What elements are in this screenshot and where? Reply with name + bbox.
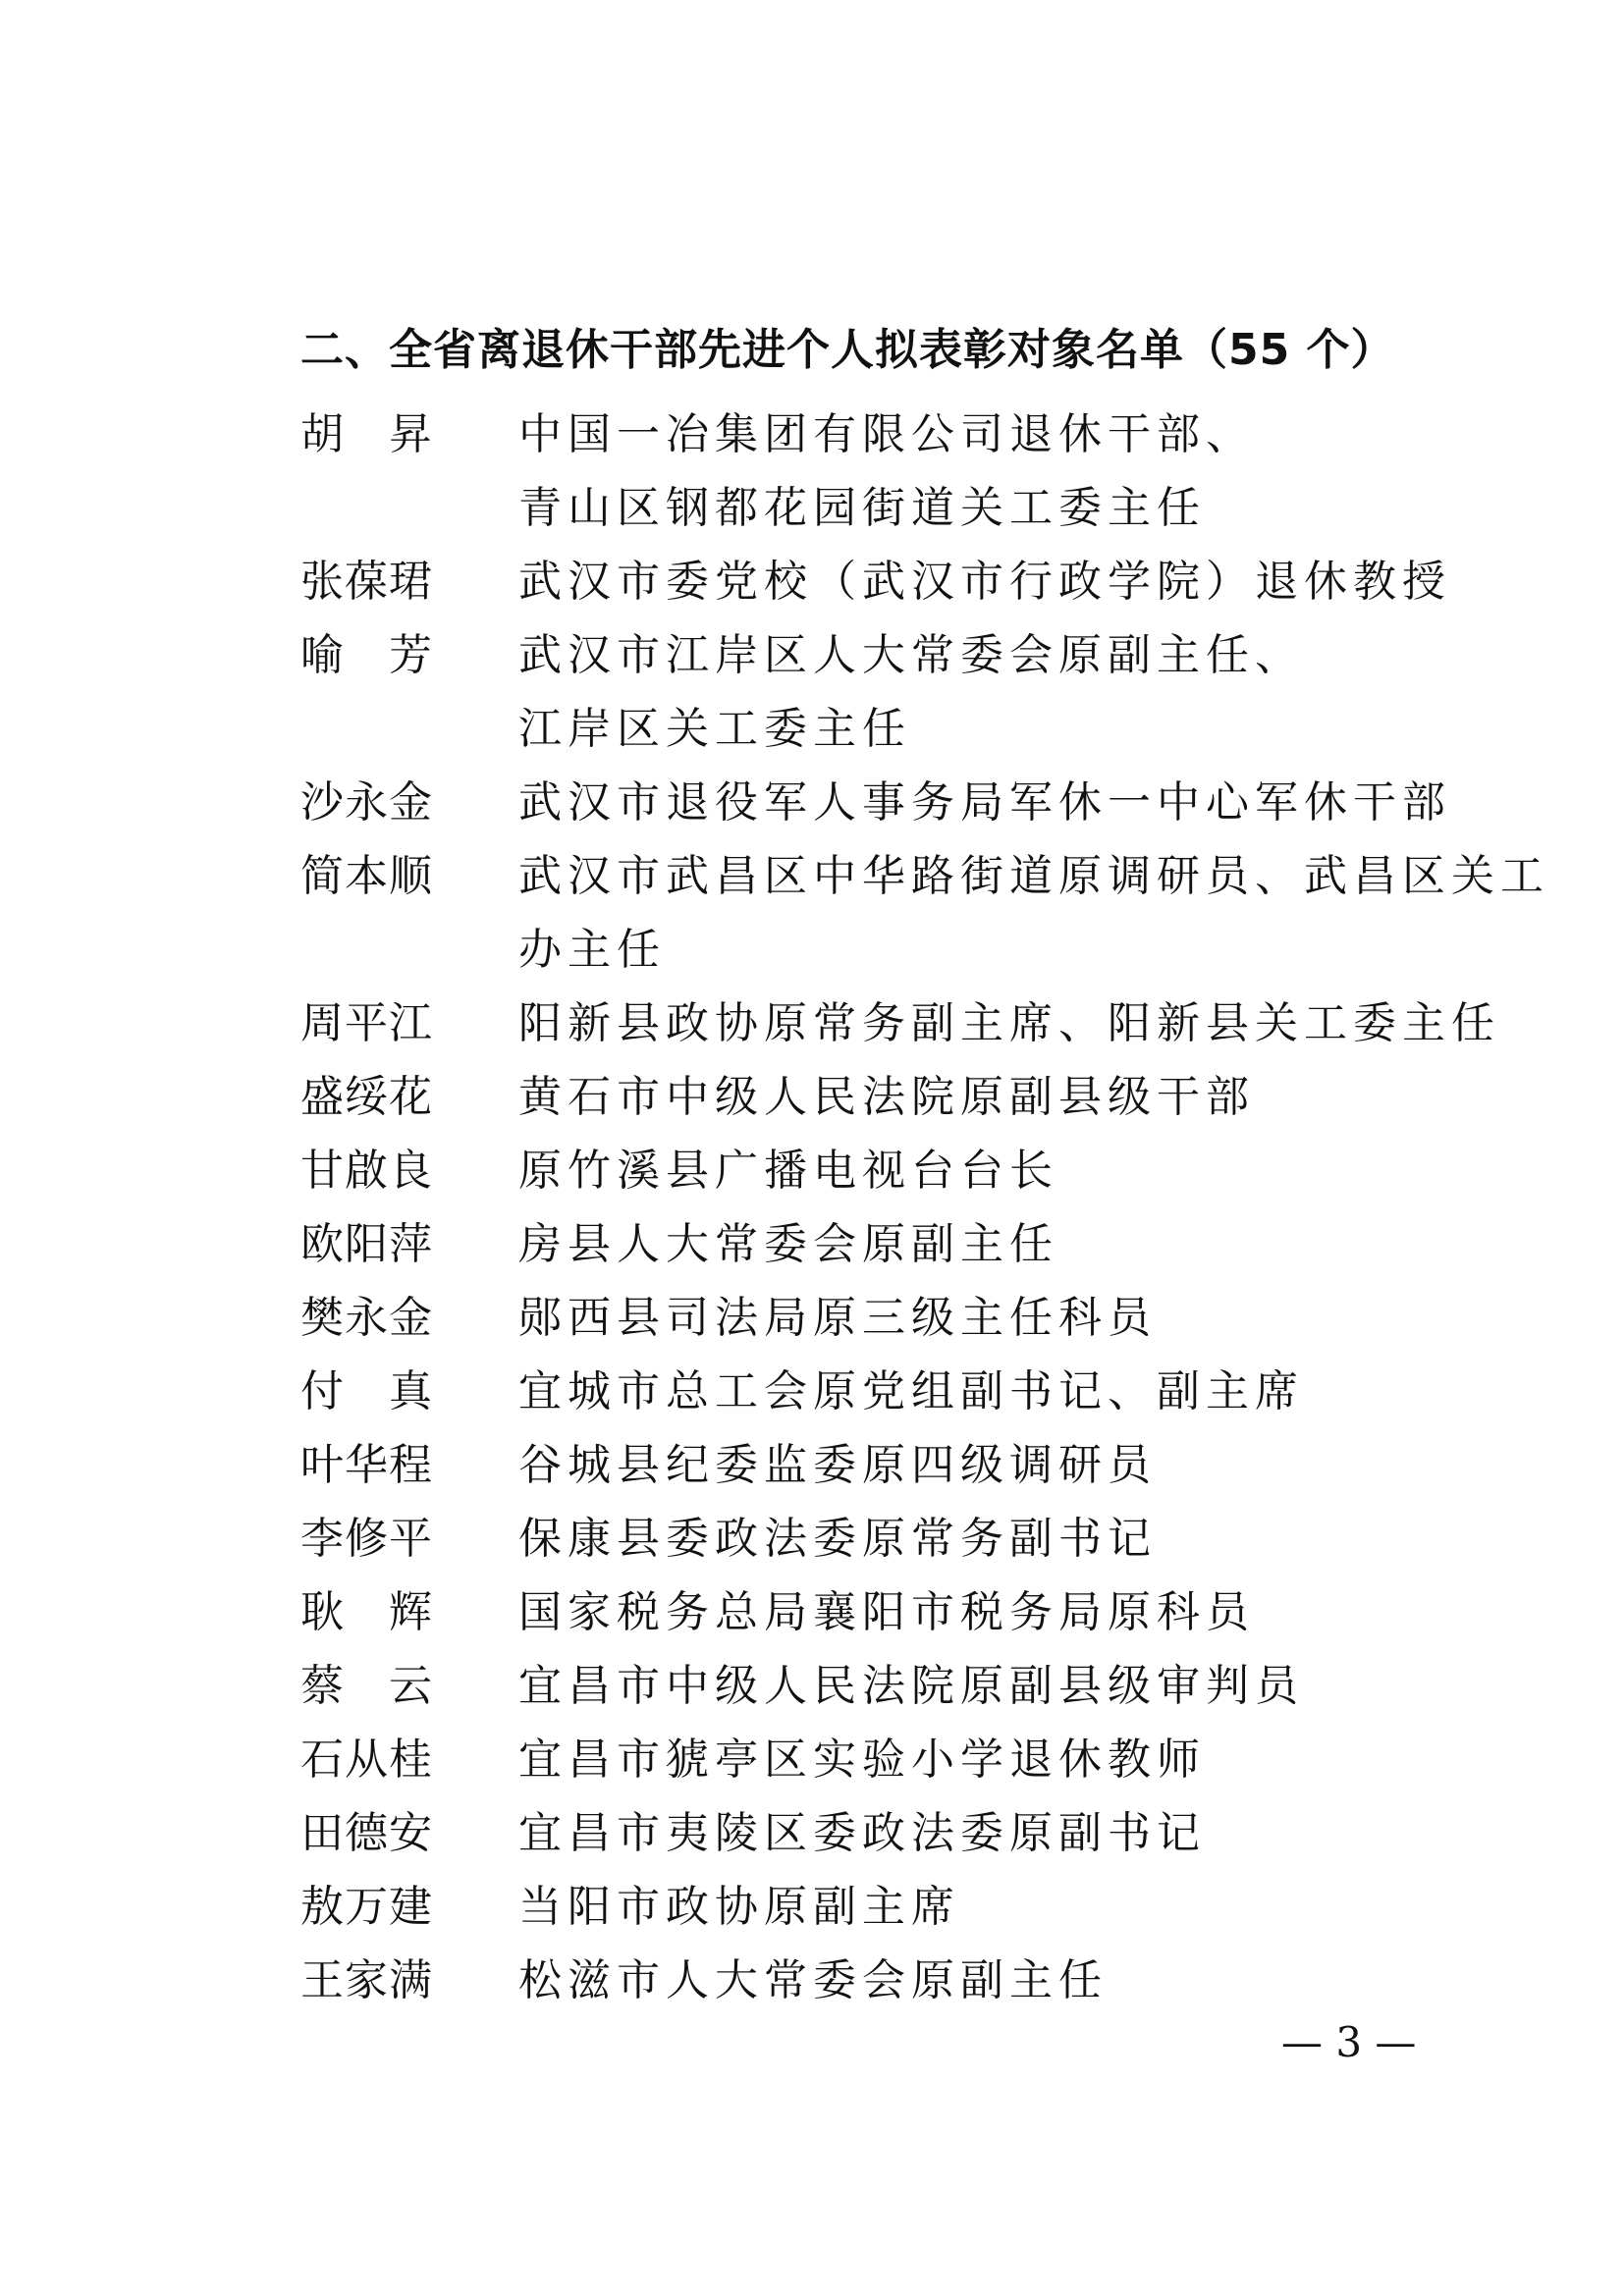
position-line: 办主任 xyxy=(518,925,666,975)
honoree-name: 周平江 xyxy=(300,998,433,1048)
position-line: 郧西县司法局原三级主任科员 xyxy=(518,1293,1157,1343)
honoree-name: 李修平 xyxy=(300,1514,433,1564)
honoree-name: 王家满 xyxy=(300,1955,433,2005)
position-line: 中国一冶集团有限公司退休干部、 xyxy=(518,409,1255,459)
list-item xyxy=(300,1870,1430,1944)
position-line: 松滋市人大常委会原副主任 xyxy=(518,1955,1108,2005)
position-line: 宜昌市猇亭区实验小学退休教师 xyxy=(518,1735,1206,1785)
honoree-name: 石从桂 xyxy=(300,1735,433,1785)
position-line: 房县人大常委会原副主任 xyxy=(518,1219,1058,1269)
list-item xyxy=(300,398,1430,545)
list-item xyxy=(300,1134,1430,1207)
list-item xyxy=(300,1355,1430,1428)
list-item xyxy=(300,1281,1430,1355)
list-item xyxy=(300,1575,1430,1649)
honoree-name: 盛绥花 xyxy=(300,1072,433,1122)
honoree-name: 蔡 云 xyxy=(300,1661,433,1711)
position-line: 谷城县纪委监委原四级调研员 xyxy=(518,1440,1157,1490)
list-item xyxy=(300,1649,1430,1723)
list-item xyxy=(300,1796,1430,1870)
honoree-name: 付 真 xyxy=(300,1366,433,1416)
position-line: 当阳市政协原副主席 xyxy=(518,1882,960,1932)
position-line: 宜城市总工会原党组副书记、副主席 xyxy=(518,1366,1304,1416)
honoree-position xyxy=(518,545,1451,618)
list-item xyxy=(300,545,1451,618)
honoree-name: 田德安 xyxy=(300,1808,433,1858)
list-item xyxy=(300,1944,1430,2017)
position-line: 国家税务总局襄阳市税务局原科员 xyxy=(518,1587,1255,1637)
honoree-position xyxy=(518,987,1500,1060)
list-item xyxy=(300,839,1549,987)
list-item xyxy=(300,618,1430,766)
position-line: 武汉市江岸区人大常委会原副主任、 xyxy=(518,630,1304,680)
honoree-position xyxy=(518,839,1549,987)
honoree-name: 敖万建 xyxy=(300,1882,433,1932)
position-line: 青山区钢都花园街道关工委主任 xyxy=(518,483,1206,533)
honoree-position xyxy=(518,1355,1430,1428)
position-line: 阳新县政协原常务副主席、阳新县关工委主任 xyxy=(518,998,1500,1048)
honoree-name: 简本顺 xyxy=(300,851,433,901)
position-line: 原竹溪县广播电视台台长 xyxy=(518,1146,1058,1196)
page-number: — 3 — xyxy=(1281,2018,1417,2066)
honoree-position xyxy=(518,1428,1430,1502)
position-line: 武汉市武昌区中华路街道原调研员、武昌区关工 xyxy=(518,851,1549,901)
honoree-position xyxy=(518,1649,1430,1723)
honoree-position xyxy=(518,1723,1430,1796)
position-line: 江岸区关工委主任 xyxy=(518,704,911,754)
honoree-position xyxy=(518,1134,1430,1207)
honoree-name: 叶华程 xyxy=(300,1440,433,1490)
section-heading: 二、全省离退休干部先进个人拟表彰对象名单（55 个） xyxy=(300,325,1395,375)
position-line: 保康县委政法委原常务副书记 xyxy=(518,1514,1157,1564)
list-item xyxy=(300,1428,1430,1502)
honoree-position xyxy=(518,766,1451,839)
honoree-position xyxy=(518,1870,1430,1944)
honoree-position xyxy=(518,1207,1430,1281)
honoree-name: 沙永金 xyxy=(300,777,433,828)
list-item xyxy=(300,1502,1430,1575)
honoree-name: 张葆珺 xyxy=(300,557,433,607)
honoree-name: 胡 昇 xyxy=(300,409,433,459)
honoree-position xyxy=(518,1502,1430,1575)
list-item xyxy=(300,1723,1430,1796)
position-line: 武汉市委党校（武汉市行政学院）退休教授 xyxy=(518,557,1451,607)
honoree-position xyxy=(518,1796,1430,1870)
honoree-position xyxy=(518,1944,1430,2017)
honoree-name: 耿 辉 xyxy=(300,1587,433,1637)
honoree-position xyxy=(518,1281,1430,1355)
honoree-name: 喻 芳 xyxy=(300,630,433,680)
list-item xyxy=(300,1060,1430,1134)
honoree-position xyxy=(518,398,1430,545)
position-line: 宜昌市夷陵区委政法委原副书记 xyxy=(518,1808,1206,1858)
honoree-name: 甘啟良 xyxy=(300,1146,433,1196)
honoree-position xyxy=(518,1575,1430,1649)
honoree-name: 樊永金 xyxy=(300,1293,433,1343)
list-item xyxy=(300,987,1500,1060)
list-item xyxy=(300,1207,1430,1281)
honoree-list xyxy=(300,398,1549,2017)
position-line: 武汉市退役军人事务局军休一中心军休干部 xyxy=(518,777,1451,828)
honoree-position xyxy=(518,1060,1430,1134)
position-line: 黄石市中级人民法院原副县级干部 xyxy=(518,1072,1255,1122)
list-item xyxy=(300,766,1451,839)
position-line: 宜昌市中级人民法院原副县级审判员 xyxy=(518,1661,1304,1711)
honoree-name: 欧阳萍 xyxy=(300,1219,433,1269)
honoree-position xyxy=(518,618,1430,766)
